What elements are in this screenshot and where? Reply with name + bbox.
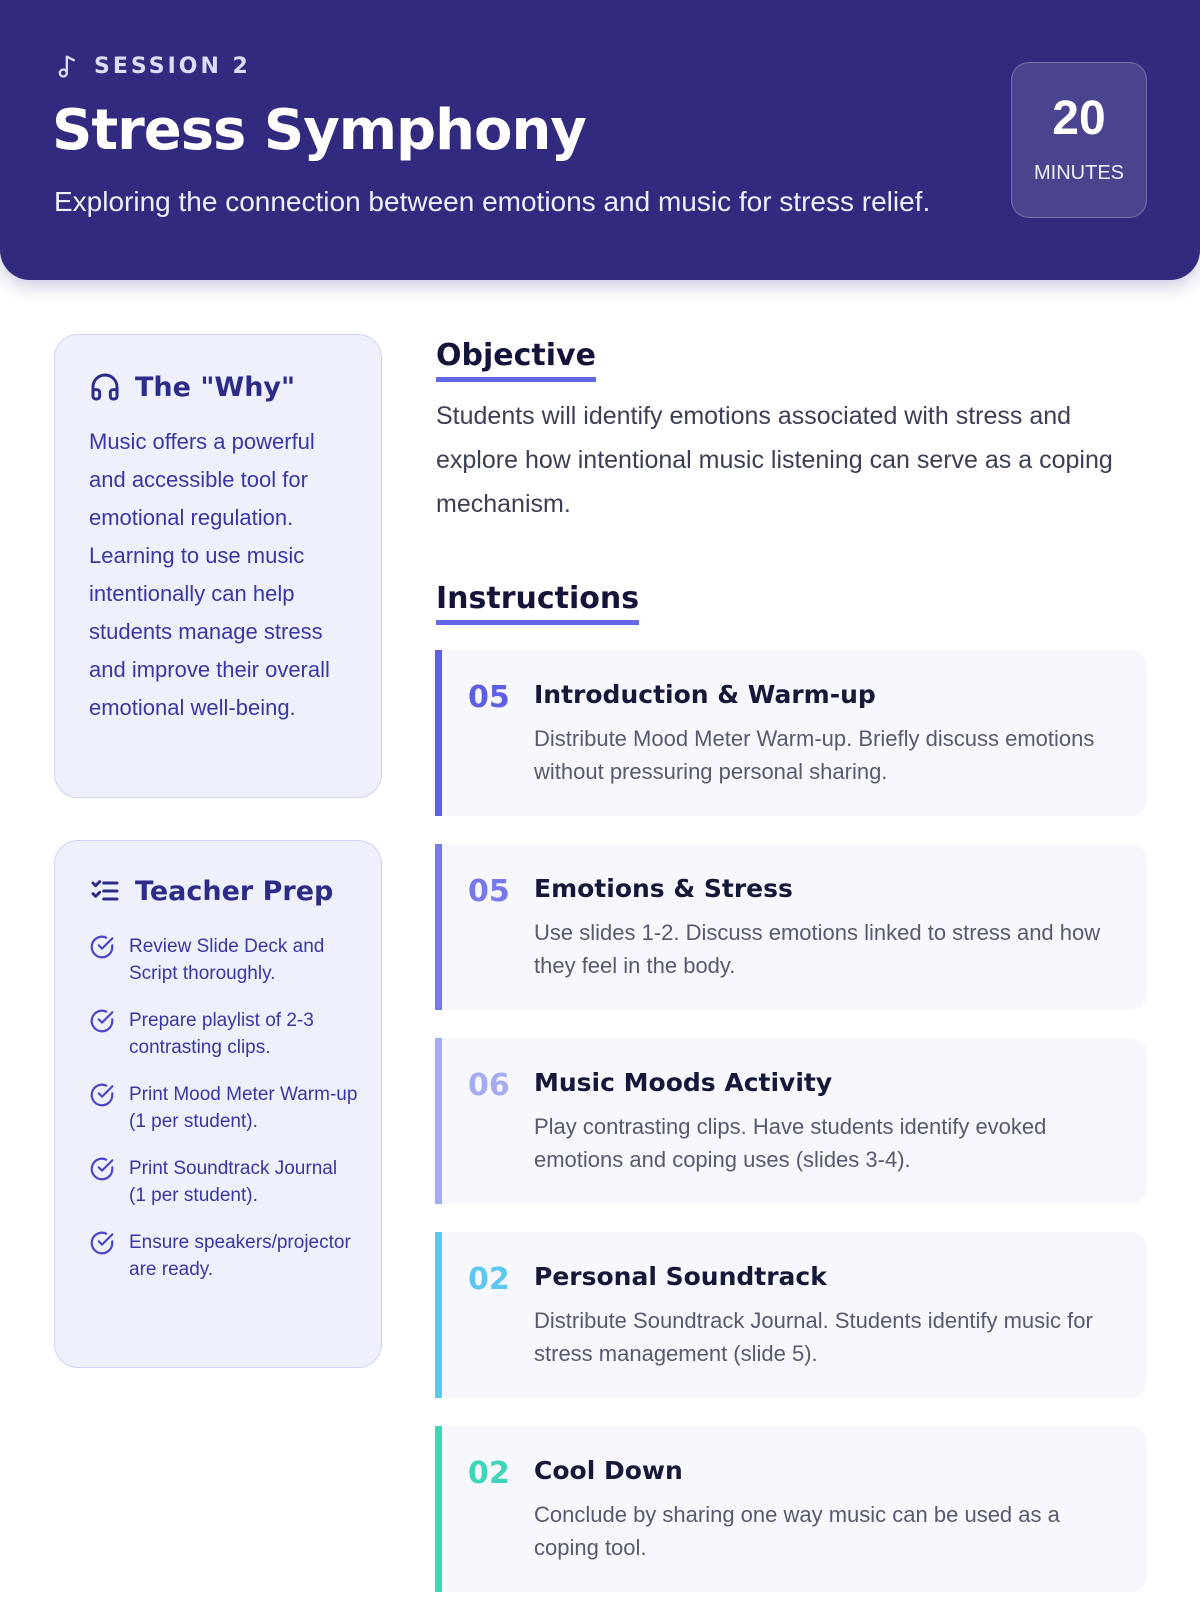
teacher-prep-card <box>54 840 382 1368</box>
checklist-icon <box>89 875 121 907</box>
instruction-step <box>435 1038 1147 1204</box>
instruction-steps <box>435 650 1147 1620</box>
step-title: Music Moods Activity <box>534 1068 833 1097</box>
prep-item <box>89 1229 359 1283</box>
step-minutes: 02 <box>468 1456 510 1491</box>
check-circle-icon <box>89 1008 115 1034</box>
instruction-step <box>435 1426 1147 1592</box>
step-description: Conclude by sharing one way music can be used as a coping tool. <box>534 1502 1060 1560</box>
duration-value: 20 <box>1052 92 1106 145</box>
step-description: Use slides 1-2. Discuss emotions linked to stress and how they feel in the body. <box>534 920 1101 978</box>
teacher-prep-list <box>89 933 359 1303</box>
prep-item-text: Print Soundtrack Journal (1 per student). <box>129 1158 338 1206</box>
objective-heading: Objective <box>436 338 596 382</box>
duration-unit: MINUTES <box>1034 162 1124 184</box>
step-description: Play contrasting clips. Have students identify evoked emotions and coping uses (slides 3-4). <box>534 1114 1047 1172</box>
instruction-step <box>435 1232 1147 1398</box>
duration-badge <box>1011 62 1147 218</box>
session-header <box>0 0 1200 280</box>
step-minutes: 06 <box>468 1068 510 1103</box>
instruction-step <box>435 650 1147 816</box>
teacher-prep-title-text: Teacher Prep <box>135 875 334 907</box>
prep-item <box>89 1081 359 1135</box>
check-circle-icon <box>89 1156 115 1182</box>
step-title: Personal Soundtrack <box>534 1262 827 1291</box>
check-circle-icon <box>89 1082 115 1108</box>
step-title: Emotions & Stress <box>534 874 793 903</box>
prep-item-text: Print Mood Meter Warm-up (1 per student). <box>129 1084 358 1132</box>
step-minutes: 05 <box>468 874 510 909</box>
step-minutes: 05 <box>468 680 510 715</box>
instruction-step <box>435 844 1147 1010</box>
teacher-prep-title <box>89 875 333 907</box>
prep-item <box>89 933 359 987</box>
why-title-text: The "Why" <box>135 371 296 403</box>
step-minutes: 02 <box>468 1262 510 1297</box>
step-title: Cool Down <box>534 1456 683 1485</box>
objective-text: Students will identify emotions associated with stress and explore how intentional music listening can serve as a coping mechanism. <box>436 402 1113 518</box>
prep-item <box>89 1155 359 1209</box>
check-circle-icon <box>89 934 115 960</box>
prep-item-text: Ensure speakers/projector are ready. <box>129 1232 351 1280</box>
check-circle-icon <box>89 1230 115 1256</box>
why-body-text: Music offers a powerful and accessible tool for emotional regulation. Learning to use music intentionally can help students manage stress and improve their overall emotional well-being. <box>89 429 330 720</box>
music-note-icon <box>54 52 82 80</box>
step-description: Distribute Mood Meter Warm-up. Briefly discuss emotions without pressuring personal sharing. <box>534 726 1095 784</box>
step-description: Distribute Soundtrack Journal. Students identify music for stress management (slide 5). <box>534 1308 1093 1366</box>
why-card <box>54 334 382 798</box>
page-subtitle: Exploring the connection between emotions and music for stress relief. <box>54 186 931 217</box>
prep-item <box>89 1007 359 1061</box>
session-label: SESSION 2 <box>94 53 251 79</box>
headphones-icon <box>89 371 121 403</box>
prep-item-text: Review Slide Deck and Script thoroughly. <box>129 936 325 984</box>
prep-item-text: Prepare playlist of 2-3 contrasting clips. <box>129 1010 314 1058</box>
session-label-row <box>54 52 251 80</box>
instructions-heading: Instructions <box>436 581 639 625</box>
step-title: Introduction & Warm-up <box>534 680 876 709</box>
page-title: Stress Symphony <box>52 98 586 163</box>
why-card-title <box>89 371 295 403</box>
